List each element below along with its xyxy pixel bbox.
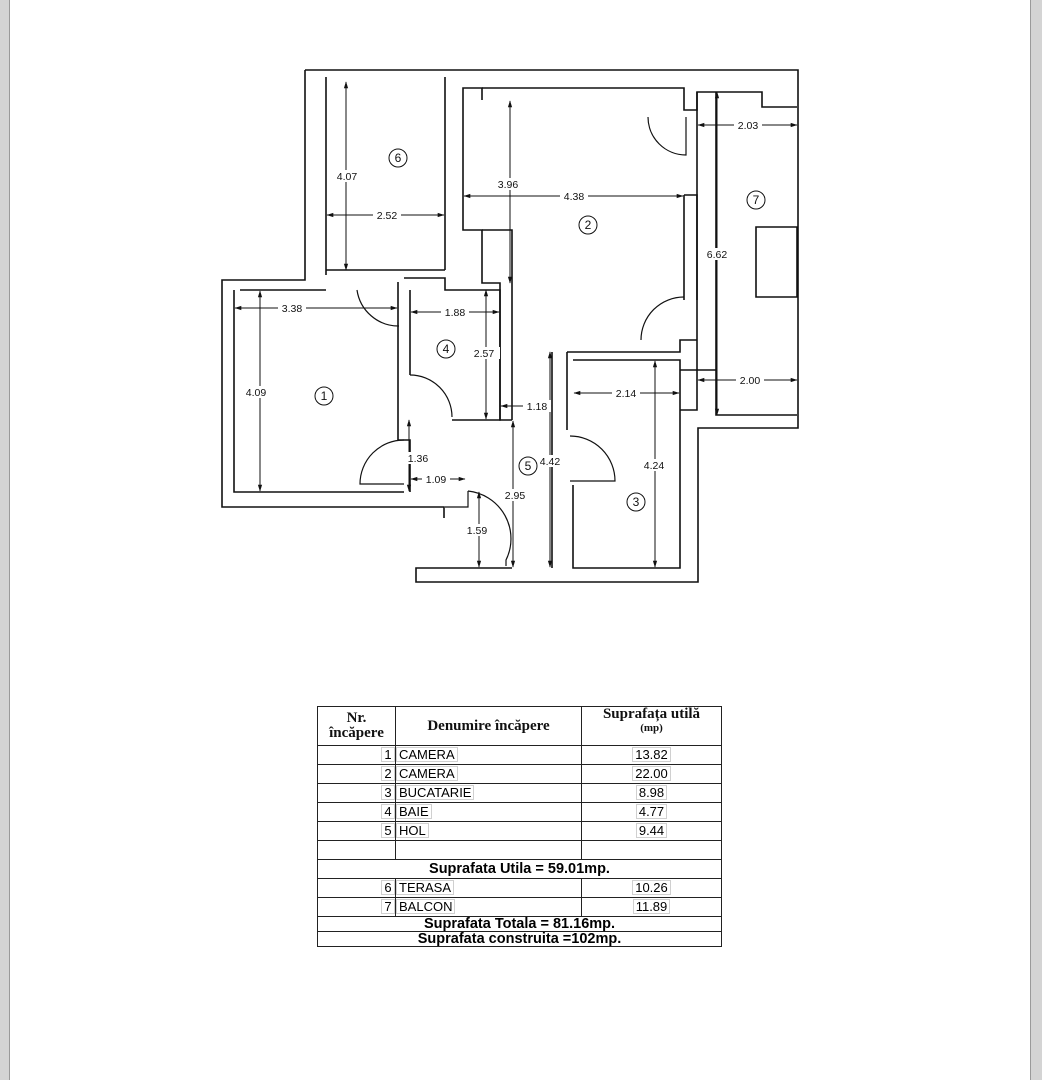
dim-4-07: 4.07 (336, 171, 358, 183)
table-row (318, 879, 722, 898)
dim-2-14: 2.14 (615, 388, 637, 400)
row-area: 11.89 (633, 899, 671, 914)
header-nr-line2: încăpere (329, 725, 384, 741)
dim-4-24: 4.24 (643, 460, 665, 472)
dim-2-52: 2.52 (376, 210, 398, 222)
row-name: BAIE (396, 804, 432, 819)
row-name: BALCON (396, 899, 455, 914)
row-area: 4.77 (636, 804, 667, 819)
dim-3-96: 3.96 (497, 179, 519, 191)
row-area: 10.26 (632, 880, 671, 895)
row-name: HOL (396, 823, 429, 838)
table-row (318, 822, 722, 841)
summary-row-construita (318, 932, 722, 947)
table-row (318, 898, 722, 917)
row-area: 8.98 (636, 785, 667, 800)
dim-1-09: 1.09 (425, 474, 447, 486)
dim-1-59: 1.59 (466, 525, 488, 537)
header-area (582, 707, 722, 746)
row-nr: 1 (381, 747, 395, 762)
row-name: CAMERA (396, 747, 458, 762)
dim-2-03: 2.03 (737, 120, 759, 132)
dim-1-36: 1.36 (407, 453, 429, 465)
row-nr: 3 (381, 785, 395, 800)
row-area: 22.00 (632, 766, 671, 781)
summary-row-utila (318, 860, 722, 879)
row-name: CAMERA (396, 766, 458, 781)
table-header-row (318, 707, 722, 746)
summary-row-totala (318, 917, 722, 932)
table-row (318, 765, 722, 784)
row-name: TERASA (396, 880, 454, 895)
dim-2-57: 2.57 (473, 348, 495, 360)
room-number-3: 3 (632, 495, 640, 509)
dim-2-95: 2.95 (504, 490, 526, 502)
table-row (318, 746, 722, 765)
room-number-5: 5 (524, 459, 532, 473)
suprafata-construita: Suprafata construita =102mp. (318, 932, 722, 947)
table-row (318, 784, 722, 803)
table-row-empty (318, 841, 722, 860)
dim-4-42: 4.42 (539, 456, 561, 468)
header-area-label: Suprafața utilă (602, 706, 701, 722)
room-number-6: 6 (394, 151, 402, 165)
room-number-1: 1 (320, 389, 328, 403)
suprafata-totala: Suprafata Totala = 81.16mp. (318, 917, 722, 932)
row-area: 9.44 (636, 823, 667, 838)
row-nr: 7 (381, 899, 395, 914)
dim-2-00: 2.00 (739, 375, 761, 387)
row-nr: 4 (381, 804, 395, 819)
row-nr: 5 (381, 823, 395, 838)
dim-4-09: 4.09 (245, 387, 267, 399)
row-nr: 6 (381, 880, 395, 895)
header-nr (318, 707, 396, 746)
room-number-7: 7 (752, 193, 760, 207)
row-nr: 2 (381, 766, 395, 781)
room-number-2: 2 (584, 218, 592, 232)
row-area: 13.82 (632, 747, 671, 762)
header-area-unit: (mp) (640, 722, 663, 734)
dim-6-62: 6.62 (706, 249, 728, 261)
dim-3-38: 3.38 (281, 303, 303, 315)
room-number-4: 4 (442, 342, 450, 356)
header-name: Denumire încăpere (396, 707, 582, 746)
dim-1-88: 1.88 (444, 307, 466, 319)
suprafata-utila: Suprafata Utila = 59.01mp. (318, 860, 722, 879)
dim-4-38: 4.38 (563, 191, 585, 203)
table-row (318, 803, 722, 822)
header-nr-line1: Nr. (346, 710, 367, 726)
area-table (317, 706, 722, 947)
dim-1-18: 1.18 (526, 401, 548, 413)
dimension-labels (242, 119, 764, 537)
row-name: BUCATARIE (396, 785, 474, 800)
